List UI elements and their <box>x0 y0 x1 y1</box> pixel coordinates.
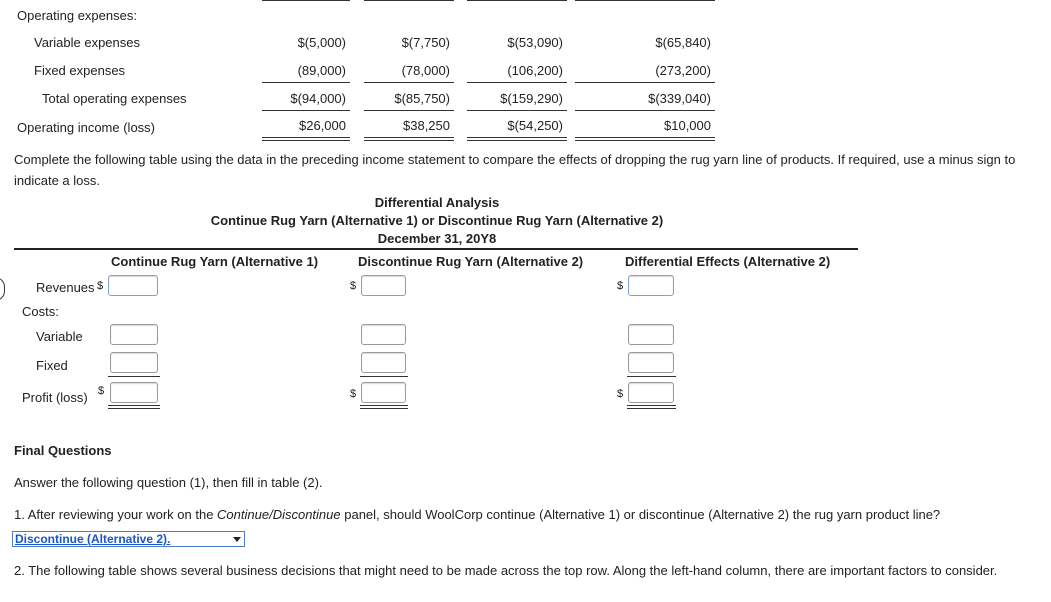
fixed-expenses-value: (273,200) <box>655 63 711 78</box>
column-header-continue: Continue Rug Yarn (Alternative 1) <box>111 254 319 269</box>
analysis-title: Differential Analysis <box>374 195 500 210</box>
final-questions-heading: Final Questions <box>14 443 112 458</box>
currency-symbol: $ <box>350 280 357 292</box>
analysis-date: December 31, 20Y8 <box>377 231 497 246</box>
subtotal-rule <box>575 110 715 111</box>
final-questions-intro: Answer the following question (1), then fill in table (2). <box>14 475 323 490</box>
total-operating-expenses-value: $(339,040) <box>648 91 711 106</box>
table-header-rule <box>14 248 858 250</box>
currency-symbol: $ <box>617 280 624 292</box>
operating-income-value: $38,250 <box>403 118 450 133</box>
total-double-rule <box>360 405 408 409</box>
total-double-rule <box>627 405 676 409</box>
variable-alt1-input[interactable] <box>110 324 158 345</box>
total-operating-expenses-value: $(85,750) <box>394 91 450 106</box>
operating-expenses-heading: Operating expenses: <box>17 8 137 23</box>
operating-income-label: Operating income (loss) <box>17 120 155 135</box>
total-double-rule <box>575 137 715 141</box>
revenues-alt2-input[interactable] <box>361 275 406 296</box>
currency-symbol: $ <box>97 280 104 292</box>
subtotal-rule <box>108 376 160 377</box>
question-2-text: 2. The following table shows several business decisions that might need to be made across the top row. Along the left-hand column, there are important factors to consider. <box>14 563 998 578</box>
question-1-prefix: 1. After reviewing your work on the <box>14 507 218 522</box>
chevron-down-icon <box>233 537 241 542</box>
column-header-differential: Differential Effects (Alternative 2) <box>625 254 831 269</box>
currency-symbol: $ <box>617 388 624 400</box>
profit-loss-label: Profit (loss) <box>22 390 88 405</box>
variable-label: Variable <box>36 329 83 344</box>
fixed-expenses-value: (89,000) <box>297 63 346 78</box>
revenues-alt1-input[interactable] <box>108 275 158 296</box>
column-rule <box>262 0 350 1</box>
total-double-rule <box>262 137 350 141</box>
column-rule <box>575 0 715 1</box>
question-1-answer-select[interactable] <box>12 531 245 547</box>
fixed-label: Fixed <box>36 358 68 373</box>
total-double-rule <box>467 137 567 141</box>
revenues-label: Revenues <box>36 280 95 295</box>
variable-expenses-value: $(7,750) <box>401 35 450 50</box>
question-1-suffix: panel, should WoolCorp continue (Alternative 1) or discontinue (Alternative 2) the rug yarn product line? <box>340 507 941 522</box>
profit-alt1-input[interactable] <box>110 382 158 403</box>
panel-edge-marker <box>0 277 5 301</box>
subtotal-rule <box>262 82 350 83</box>
total-operating-expenses-value: $(159,290) <box>500 91 563 106</box>
currency-symbol: $ <box>350 388 357 400</box>
variable-expenses-value: $(65,840) <box>655 35 711 50</box>
fixed-alt2-input[interactable] <box>361 352 406 373</box>
total-double-rule <box>108 405 160 409</box>
total-operating-expenses-value: $(94,000) <box>290 91 346 106</box>
subtotal-rule <box>364 82 454 83</box>
costs-label: Costs: <box>22 304 59 319</box>
variable-expenses-value: $(53,090) <box>507 35 563 50</box>
profit-differential-input[interactable] <box>628 382 674 403</box>
fixed-alt1-input[interactable] <box>110 352 158 373</box>
fixed-expenses-value: (106,200) <box>507 63 563 78</box>
revenues-differential-input[interactable] <box>628 275 674 296</box>
subtotal-rule <box>627 376 676 377</box>
fixed-expenses-value: (78,000) <box>401 63 450 78</box>
subtotal-rule <box>360 376 408 377</box>
subtotal-rule <box>364 110 454 111</box>
fixed-differential-input[interactable] <box>628 352 674 373</box>
question-1-selected-value: Discontinue (Alternative 2). <box>15 532 171 546</box>
operating-income-value: $(54,250) <box>507 118 563 133</box>
profit-alt2-input[interactable] <box>361 382 406 403</box>
operating-income-value: $26,000 <box>299 118 346 133</box>
question-1-text <box>14 507 1044 522</box>
variable-expenses-value: $(5,000) <box>297 35 346 50</box>
question-1-panel-name: Continue/Discontinue <box>217 507 341 522</box>
operating-income-value: $10,000 <box>664 118 711 133</box>
variable-expenses-label: Variable expenses <box>34 35 140 50</box>
column-header-discontinue: Discontinue Rug Yarn (Alternative 2) <box>358 254 584 269</box>
column-rule <box>467 0 567 1</box>
subtotal-rule <box>467 82 567 83</box>
variable-alt2-input[interactable] <box>361 324 406 345</box>
analysis-subtitle: Continue Rug Yarn (Alternative 1) or Discontinue Rug Yarn (Alternative 2) <box>210 213 664 228</box>
subtotal-rule <box>467 110 567 111</box>
variable-differential-input[interactable] <box>628 324 674 345</box>
subtotal-rule <box>262 110 350 111</box>
instructions-text: Complete the following table using the data in the preceding income statement to compare the effects of dropping the rug yarn line of products. If required, use a minus sign to indicate a loss. <box>14 152 1016 188</box>
subtotal-rule <box>575 82 715 83</box>
column-rule <box>364 0 454 1</box>
fixed-expenses-label: Fixed expenses <box>34 63 126 78</box>
currency-symbol: $ <box>98 385 105 397</box>
total-double-rule <box>364 137 454 141</box>
total-operating-expenses-label: Total operating expenses <box>42 91 187 106</box>
